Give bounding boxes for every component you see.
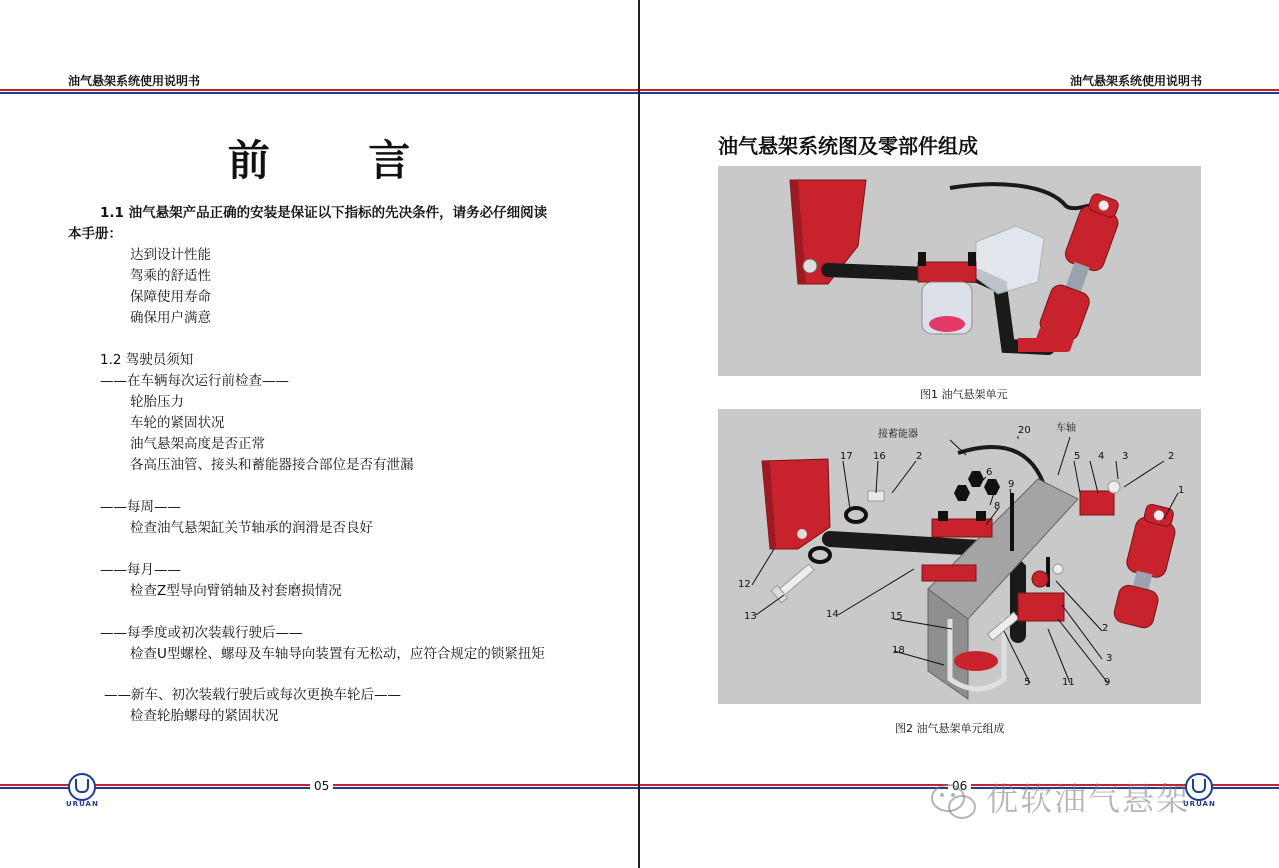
page-number: 05: [310, 779, 333, 793]
callout-number: 16: [873, 451, 886, 462]
callout-number: 2: [916, 451, 923, 462]
right-header-stripe: [640, 89, 1279, 95]
callout-number: 3: [1106, 653, 1113, 664]
list-item: 检查油气悬架缸关节轴承的润滑是否良好: [130, 520, 373, 536]
callout-number: 3: [1122, 451, 1129, 462]
wechat-icon: [930, 782, 978, 822]
callout-number: 2: [1102, 623, 1109, 634]
callout-number: 2: [1168, 451, 1175, 462]
list-item: 轮胎压力: [130, 394, 184, 410]
figure-2-exploded-view: [718, 409, 1201, 704]
check-title: ——每周——: [100, 499, 181, 515]
callout-number: 7: [986, 483, 993, 494]
check-title: ——在车辆每次运行前检查——: [100, 373, 289, 389]
callout-axle: 车轴: [1056, 423, 1076, 434]
callout-number: 6: [986, 467, 993, 478]
list-item: 检查U型螺栓、螺母及车轴导向装置有无松动，应符合规定的锁紧扭矩: [130, 646, 545, 662]
callout-number: 13: [744, 611, 757, 622]
figure-1-suspension-unit: [718, 166, 1201, 376]
logo-text: URUAN: [1183, 800, 1216, 808]
section-1-1-heading: 1.1 油气悬架产品正确的安装是保证以下指标的先决条件，请务必仔细阅读: [100, 205, 548, 221]
section-1-1-heading-cont: 本手册：: [68, 226, 122, 242]
list-item: 检查Z型导向臂销轴及衬套磨损情况: [130, 583, 342, 599]
callout-number: 1: [1178, 485, 1185, 496]
list-item: 油气悬架高度是否正常: [130, 436, 265, 452]
callout-number: 20: [1018, 425, 1031, 436]
left-page-header: 油气悬架系统使用说明书: [68, 74, 201, 88]
list-item: 车轮的紧固状况: [130, 415, 225, 431]
callout-number: 14: [826, 609, 839, 620]
list-item: 保障使用寿命: [130, 289, 211, 305]
callout-number: 4: [1098, 451, 1105, 462]
figure-2-illustration: [718, 409, 1201, 704]
callout-number: 9: [1104, 677, 1111, 688]
check-title: ——每月——: [100, 562, 181, 578]
logo-text: URUAN: [66, 800, 99, 808]
check-title: ——每季度或初次装载行驶后——: [100, 625, 303, 641]
watermark-text: 优软油气悬架: [986, 780, 1191, 818]
section-title: 油气悬架系统图及零部件组成: [718, 134, 978, 158]
check-title: ——新车、初次装载行驶后或每次更换车轮后——: [104, 687, 401, 703]
list-item: 确保用户满意: [130, 310, 211, 326]
list-item: 各高压油管、接头和蓄能器接合部位是否有泄漏: [130, 457, 414, 473]
left-page: [0, 0, 638, 868]
page-number: 06: [948, 779, 971, 793]
figure-1-caption: 图1 油气悬架单元: [920, 388, 1008, 401]
list-item: 达到设计性能: [130, 247, 211, 263]
callout-number: 12: [738, 579, 751, 590]
callout-accumulator: 接蓄能器: [878, 429, 918, 440]
list-item: 驾乘的舒适性: [130, 268, 211, 284]
figure-1-illustration: [718, 166, 1201, 376]
callout-number: 8: [994, 501, 1001, 512]
callout-number: 15: [890, 611, 903, 622]
left-header-stripe: [0, 89, 638, 95]
right-page: [640, 0, 1279, 868]
section-1-2-heading: 1.2 驾驶员须知: [100, 352, 194, 368]
list-item: 检查轮胎螺母的紧固状况: [130, 708, 279, 724]
company-logo-icon: [68, 773, 96, 801]
callout-number: 5: [1074, 451, 1081, 462]
page-title: 前 言: [227, 136, 453, 185]
callout-number: 18: [892, 645, 905, 656]
callout-number: 11: [1062, 677, 1075, 688]
callout-number: 5: [1024, 677, 1031, 688]
figure-2-caption: 图2 油气悬架单元组成: [895, 722, 1005, 735]
callout-number: 9: [1008, 479, 1015, 490]
right-page-header: 油气悬架系统使用说明书: [1070, 74, 1203, 88]
callout-number: 17: [840, 451, 853, 462]
